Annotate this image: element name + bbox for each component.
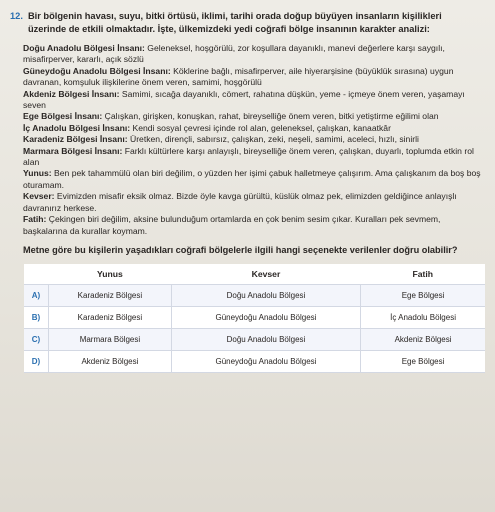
paragraph-label: Karadeniz Bölgesi İnsanı:	[23, 134, 128, 145]
option-yunus-cell: Karadeniz Bölgesi	[49, 307, 172, 329]
paragraph-kevser	[23, 191, 481, 214]
paragraph-label: Doğu Anadolu Bölgesi İnsanı:	[23, 43, 145, 53]
option-fatih-cell: Ege Bölgesi	[361, 285, 485, 307]
question-body	[10, 43, 481, 237]
paragraph-text: Köklerine bağlı, misafirperver, aile hiyerarşisine (büyüklük sırasına) uygun davranan, komşuluk ilişkilerine önem veren, samimi, hoşgörülü	[23, 65, 454, 88]
paragraph-text: Ben pek tahammülü olan biri değilim, o yüzden her işimi çabuk halletmeye çalışırım. Ama çalışkanım da boş boş oturamam.	[23, 168, 481, 190]
question-prompt: Bir bölgenin havası, suyu, bitki örtüsü, iklimi, tarihi orada doğup büyüyen insanların kişilikleri üzerinde de etkili olmaktadır. İşte, ülkemizdeki yedi coğrafi bölge insanının karakter analizi:	[27, 11, 442, 34]
option-letter[interactable]: A)	[24, 285, 49, 307]
paragraph-label: Yunus:	[23, 168, 52, 179]
paragraph-fatih	[23, 214, 481, 237]
option-a-row[interactable]	[24, 285, 485, 307]
option-yunus-cell: Karadeniz Bölgesi	[49, 285, 172, 307]
table-header-row	[24, 264, 485, 285]
paragraph-label: Güneydoğu Anadolu Bölgesi İnsanı:	[23, 65, 171, 76]
question-ask: Metne göre bu kişilerin yaşadıkları coğrafi bölgelerle ilgili hangi seçenekte verilenler doğru olabilir?	[23, 244, 458, 255]
paragraph-label: Ege Bölgesi İnsanı:	[23, 111, 103, 122]
paragraph-dogu-anadolu	[23, 43, 481, 66]
paragraph-label: Akdeniz Bölgesi İnsanı:	[23, 88, 120, 99]
paragraph-text: Samimi, sıcağa dayanıklı, cömert, rahatına düşkün, yeme - içmeye önem veren, yaşamayı seven	[23, 88, 465, 111]
option-fatih-cell: Ege Bölgesi	[361, 351, 485, 373]
option-kevser-cell: Doğu Anadolu Bölgesi	[171, 285, 360, 307]
paragraph-label: İç Anadolu Bölgesi İnsanı:	[23, 122, 131, 133]
header-yunus: Yunus	[49, 264, 172, 285]
paragraph-text: Evimizden misafir eksik olmaz. Bizde öyle kavga gürültü, küslük olmaz pek, elimizden geldiğince anlayışlı davranırız herkese.	[23, 191, 457, 213]
header-fatih: Fatih	[361, 264, 485, 285]
option-kevser-cell: Doğu Anadolu Bölgesi	[171, 329, 360, 351]
option-b-row[interactable]	[24, 307, 485, 329]
question-header	[10, 10, 481, 36]
paragraph-karadeniz	[23, 134, 481, 145]
option-letter[interactable]: B)	[24, 307, 49, 329]
paragraph-text: Geleneksel, hoşgörülü, zor koşullara dayanıklı, manevi değerlere karşı saygılı, misafirperver, kararlı, açık sözlü	[23, 43, 445, 65]
paragraph-text: Çalışkan, girişken, konuşkan, rahat, bireyselliğe önem veren, bitki yetiştirme eğilimi olan	[102, 111, 439, 122]
option-d-row[interactable]	[24, 351, 485, 373]
option-fatih-cell: İç Anadolu Bölgesi	[361, 307, 485, 329]
paragraph-text: Üretken, dirençli, sabırsız, çalışkan, zeki, neşeli, samimi, aceleci, hızlı, sinirli	[127, 134, 419, 145]
option-yunus-cell: Akdeniz Bölgesi	[49, 351, 172, 373]
paragraph-ege	[23, 111, 481, 122]
option-letter[interactable]: C)	[24, 329, 49, 351]
option-letter[interactable]: D)	[24, 351, 49, 373]
paragraph-label: Marmara Bölgesi İnsanı:	[23, 145, 123, 156]
paragraph-text: Kendi sosyal çevresi içinde rol alan, geleneksel, çalışkan, kanaatkâr	[130, 122, 391, 133]
header-kevser: Kevser	[171, 264, 360, 285]
paragraph-label: Kevser:	[23, 191, 55, 202]
header-letter	[24, 264, 49, 285]
paragraph-yunus	[23, 168, 481, 191]
paragraph-ic-anadolu	[23, 123, 481, 134]
paragraph-akdeniz	[23, 89, 481, 112]
option-c-row[interactable]	[24, 329, 485, 351]
option-kevser-cell: Güneydoğu Anadolu Bölgesi	[171, 307, 360, 329]
option-fatih-cell: Akdeniz Bölgesi	[361, 329, 485, 351]
question-number: 12.	[10, 11, 23, 21]
paragraph-marmara	[23, 146, 481, 169]
paragraph-text: Çekingen biri değilim, aksine bulunduğum ortamlarda en çok benim sesim çıkar. Kuralları pek sevmem, başkalarına da kurallar koymam.	[23, 214, 441, 236]
option-kevser-cell: Güneydoğu Anadolu Bölgesi	[171, 351, 360, 373]
paragraph-label: Fatih:	[23, 214, 47, 225]
option-yunus-cell: Marmara Bölgesi	[49, 329, 172, 351]
paragraph-guneydogu-anadolu	[23, 66, 481, 89]
answer-options-table	[24, 264, 485, 373]
paragraph-text: Farklı kültürlere karşı anlayışlı, bireyselliğe önem veren, çalışkan, duyarlı, toplumda etkin rol alan	[23, 145, 474, 168]
